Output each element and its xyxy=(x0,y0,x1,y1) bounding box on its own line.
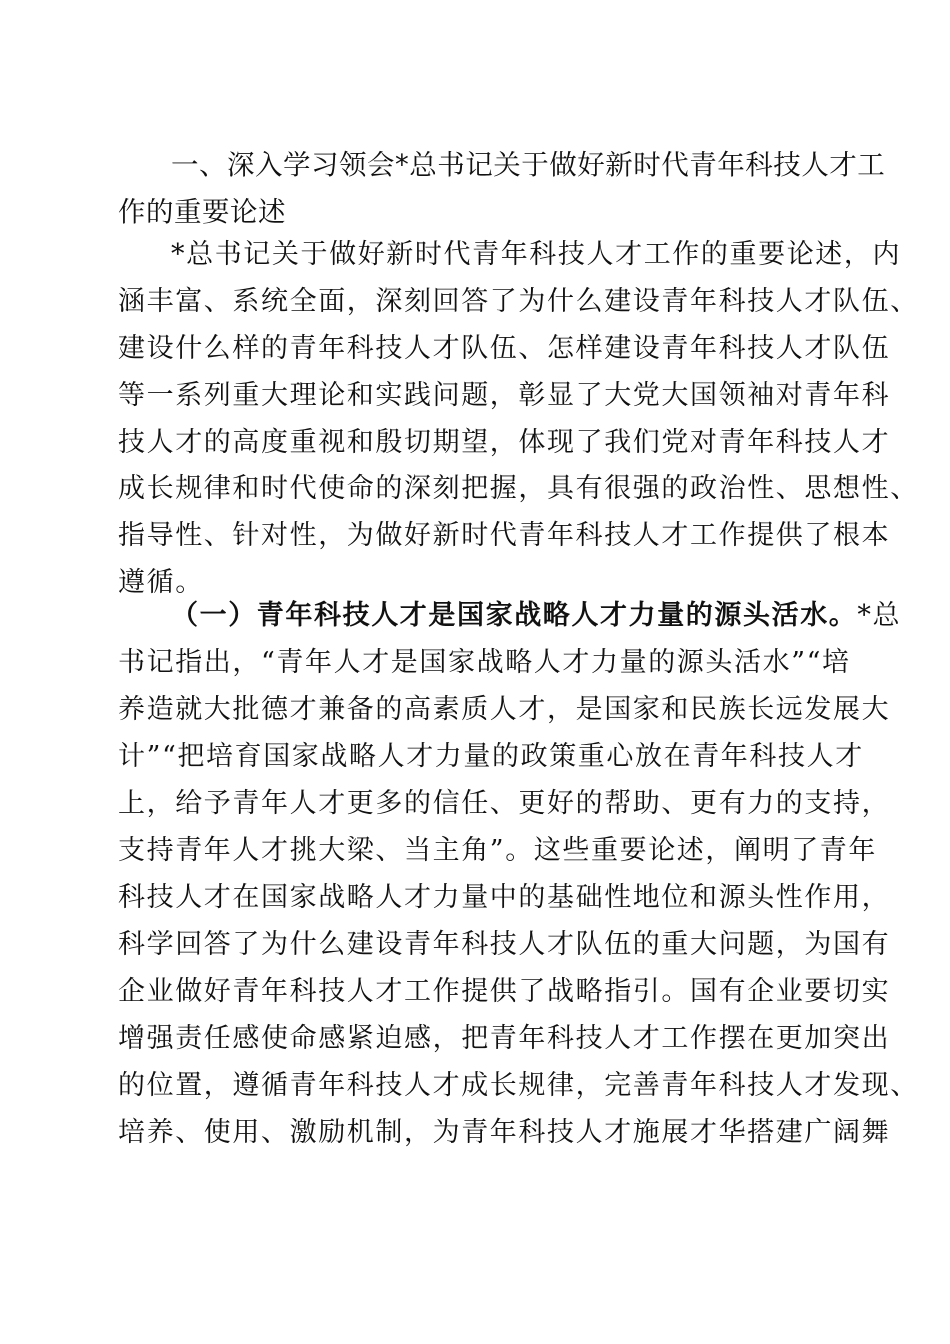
paragraph-line: 科学回答了为什么建设青年科技人才队伍的重大问题，为国有 xyxy=(118,929,891,960)
paragraph-line: *总书记关于做好新时代青年科技人才工作的重要论述，内 xyxy=(171,239,902,270)
paragraph-line: 书记指出，“青年人才是国家战略人才力量的源头活水”“培 xyxy=(118,647,851,678)
paragraph-line: 涵丰富、系统全面，深刻回答了为什么建设青年科技人才队伍、 xyxy=(118,286,919,317)
paragraph-line: 增强责任感使命感紧迫感，把青年科技人才工作摆在更加突出 xyxy=(118,1023,891,1054)
paragraph-line: 培养、使用、激励机制，为青年科技人才施展才华搭建广阔舞 xyxy=(118,1117,891,1148)
paragraph-line: 支持青年人才挑大梁、当主角”。这些重要论述，阐明了青年 xyxy=(118,835,878,866)
paragraph-line: 的位置，遵循青年科技人才成长规律，完善青年科技人才发现、 xyxy=(118,1070,919,1101)
paragraph-line: 遵循。 xyxy=(118,567,204,598)
paragraph-first-line xyxy=(171,598,901,634)
paragraph-line: 上，给予青年人才更多的信任、更好的帮助、更有力的支持， xyxy=(118,788,891,819)
paragraph-line: 建设什么样的青年科技人才队伍、怎样建设青年科技人才队伍 xyxy=(118,333,891,364)
paragraph-line: 等一系列重大理论和实践问题，彰显了大党大国领袖对青年科 xyxy=(118,380,891,411)
paragraph-line: 计”“把培育国家战略人才力量的政策重心放在青年科技人才 xyxy=(118,741,864,772)
paragraph-line: 养造就大批德才兼备的高素质人才，是国家和民族长远发展大 xyxy=(118,694,891,725)
paragraph-line-rest: *总 xyxy=(857,600,902,631)
paragraph-line: 科技人才在国家战略人才力量中的基础性地位和源头性作用， xyxy=(118,882,891,913)
paragraph-line: 指导性、针对性，为做好新时代青年科技人才工作提供了根本 xyxy=(118,520,891,551)
paragraph-line: 企业做好青年科技人才工作提供了战略指引。国有企业要切实 xyxy=(118,976,891,1007)
paragraph-line: 技人才的高度重视和殷切期望，体现了我们党对青年科技人才 xyxy=(118,427,891,458)
paragraph-line: 成长规律和时代使命的深刻把握，具有很强的政治性、思想性、 xyxy=(118,473,919,504)
section-heading-line-2: 作的重要论述 xyxy=(118,196,286,228)
subsection-heading: （一）青年科技人才是国家战略人才力量的源头活水。 xyxy=(171,600,858,631)
section-heading-line-1: 一、深入学习领会*总书记关于做好新时代青年科技人才工 xyxy=(171,149,886,181)
